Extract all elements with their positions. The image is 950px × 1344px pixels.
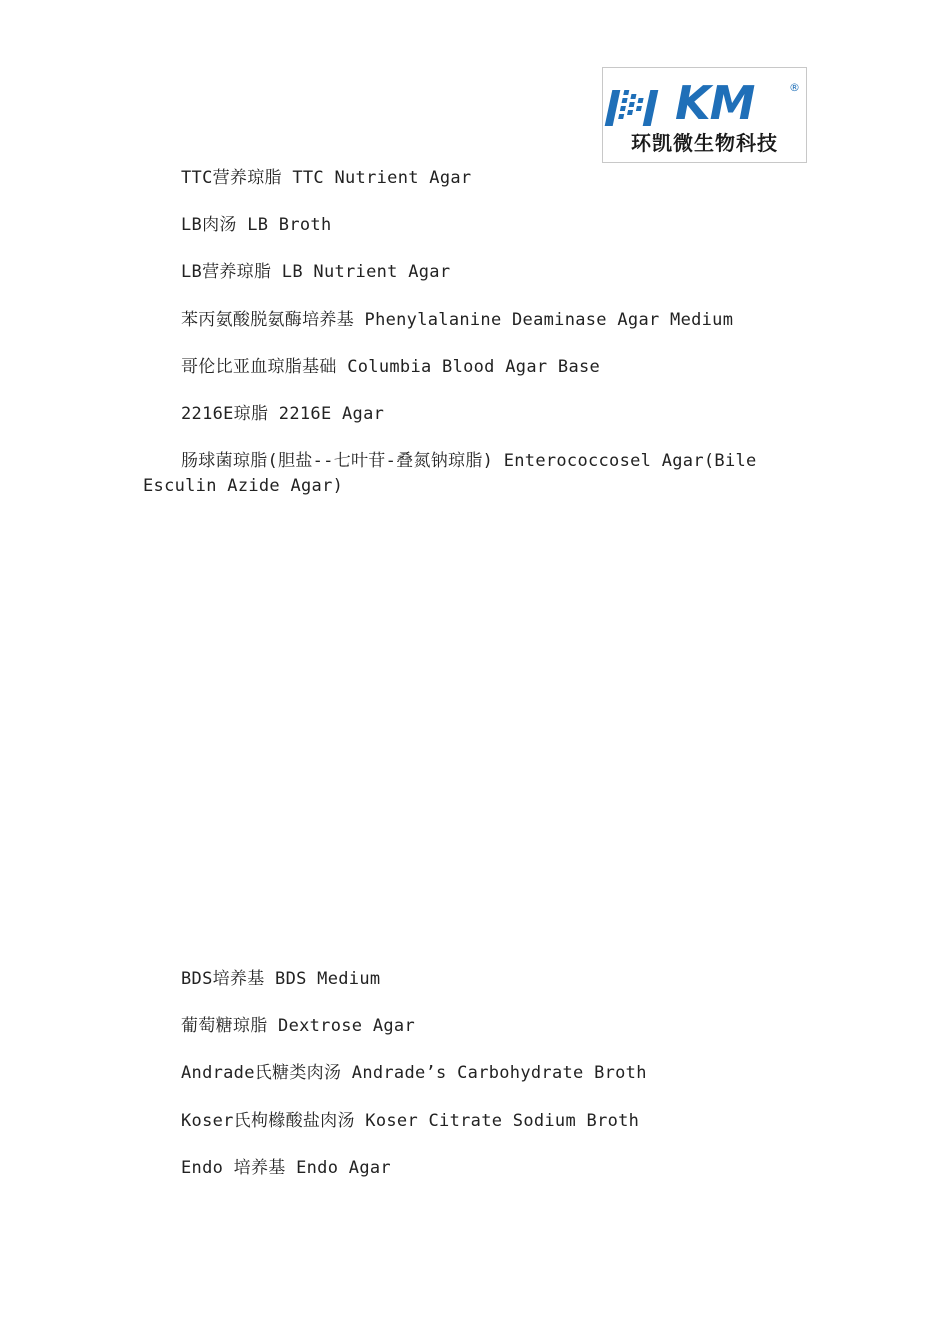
list-item: TTC营养琼脂 TTC Nutrient Agar [181,168,472,188]
company-logo [602,67,807,163]
list-item: LB肉汤 LB Broth [181,215,332,235]
list-item: Koser氏枸橼酸盐肉汤 Koser Citrate Sodium Broth [181,1111,640,1131]
list-item: Andrade氏糖类肉汤 Andrade’s Carbohydrate Broth [181,1063,647,1083]
logo-brand-text: KM [675,76,755,130]
list-item: BDS培养基 BDS Medium [181,969,381,989]
logo-subtitle: 环凯微生物科技 [631,131,778,155]
list-item: 2216E琼脂 2216E Agar [181,404,385,424]
registered-mark: ® [789,81,800,94]
list-item-line: 肠球菌琼脂(胆盐--七叶苷-叠氮钠琼脂) Enterococcosel Agar(Bile [181,451,757,471]
list-item: LB营养琼脂 LB Nutrient Agar [181,262,451,282]
list-item-line: Esculin Azide Agar) [143,476,344,496]
list-item: 哥伦比亚血琼脂基础 Columbia Blood Agar Base [181,357,601,377]
list-item: 苯丙氨酸脱氨酶培养基 Phenylalanine Deaminase Agar Medium [181,310,734,330]
list-item: Endo 培养基 Endo Agar [181,1158,391,1178]
list-item-wrapped [143,449,761,499]
list-item: 葡萄糖琼脂 Dextrose Agar [181,1016,415,1036]
